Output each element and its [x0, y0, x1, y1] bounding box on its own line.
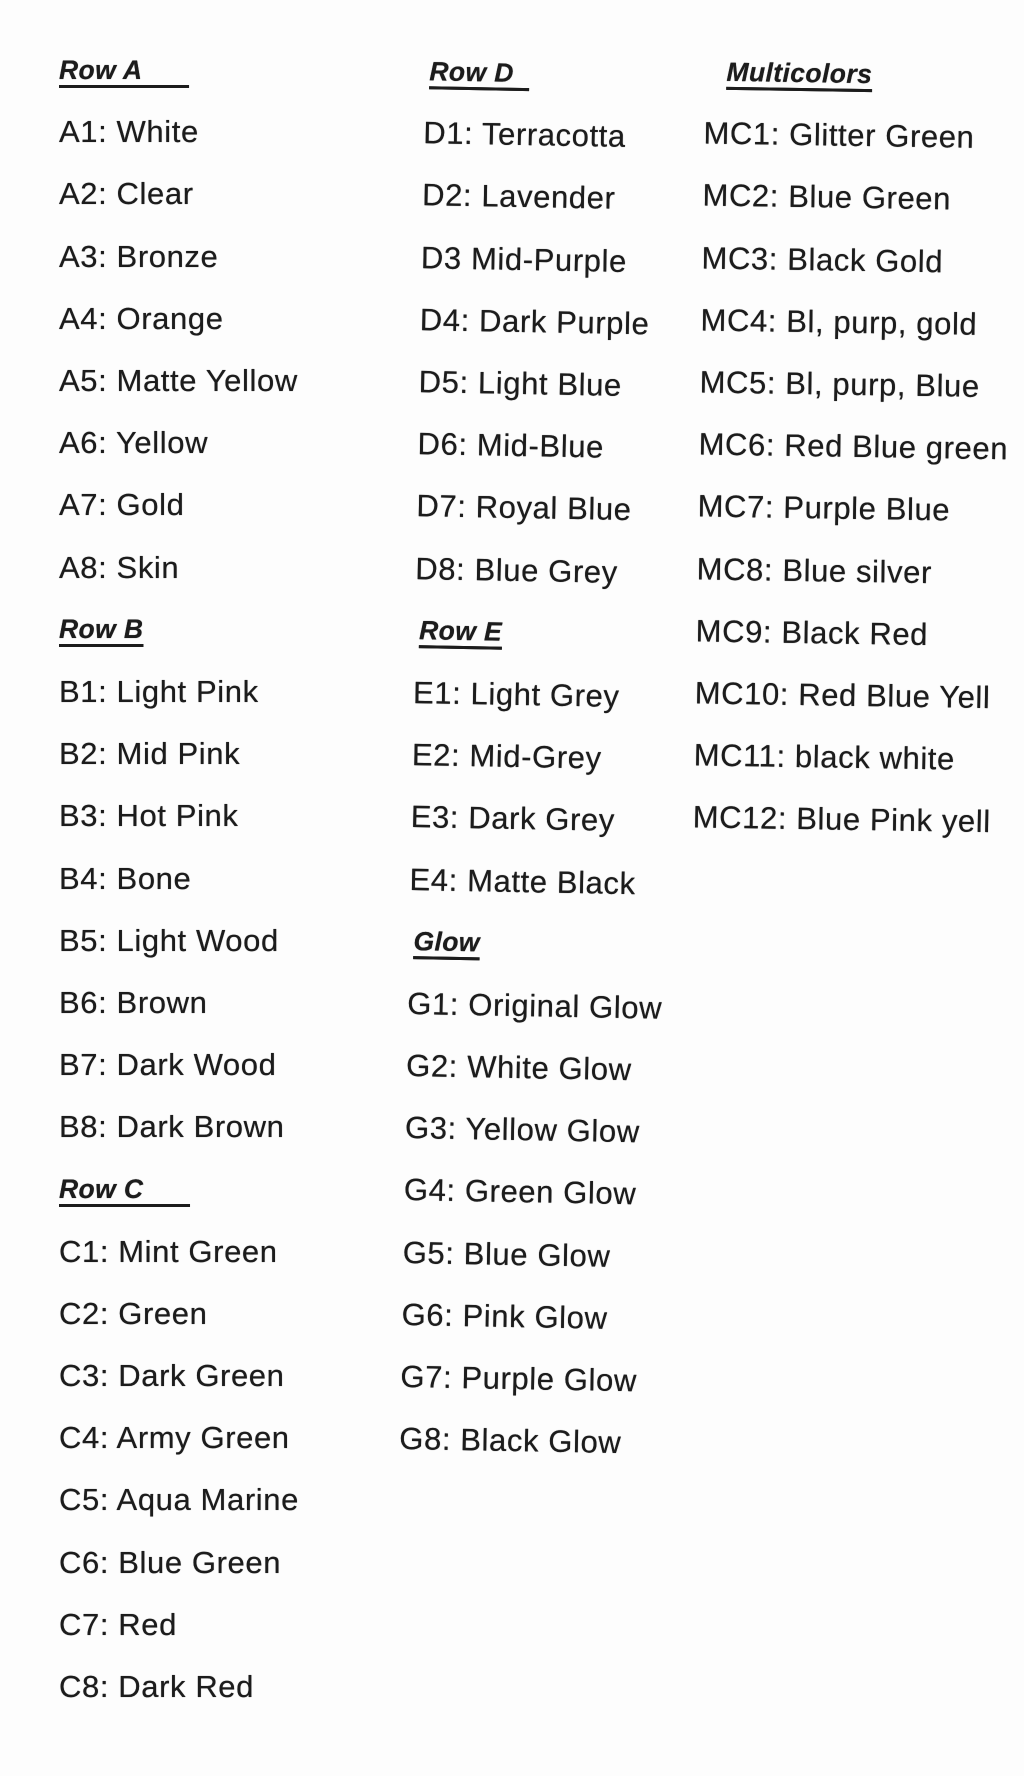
color-item-label: B3: Hot Pink — [59, 798, 239, 834]
color-item-label: C5: Aqua Marine — [59, 1482, 299, 1518]
color-item-label: A6: Yellow — [59, 425, 209, 461]
color-item — [50, 350, 362, 412]
color-item-label: MC10: Red Blue Yell — [694, 675, 991, 716]
section-header-label: Glow — [413, 926, 481, 958]
color-item-label: A5: Matte Yellow — [59, 363, 298, 399]
color-item — [50, 1594, 362, 1656]
section-header — [50, 1158, 362, 1220]
color-item-label: D3 Mid-Purple — [420, 239, 628, 279]
color-item-label: B4: Bone — [59, 860, 192, 896]
color-item — [602, 474, 1015, 543]
color-item-label: E1: Light Grey — [412, 675, 620, 714]
color-item-label: G1: Original Glow — [407, 985, 663, 1026]
color-item-label: B1: Light Pink — [59, 673, 259, 709]
color-item-label: MC7: Purple Blue — [697, 488, 951, 528]
section-header-label: Multicolors — [726, 56, 873, 89]
color-item-label: A1: White — [59, 114, 199, 150]
color-item — [50, 1469, 362, 1531]
color-item — [603, 412, 1016, 481]
color-item-label: D6: Mid-Blue — [417, 426, 605, 465]
color-item-label: C2: Green — [59, 1295, 208, 1331]
color-item-label: C7: Red — [59, 1606, 177, 1642]
color-item-label: C4: Army Green — [59, 1420, 290, 1456]
color-item-label: D7: Royal Blue — [416, 488, 632, 528]
color-item — [50, 163, 362, 225]
color-item — [50, 101, 362, 163]
color-item — [342, 972, 663, 1040]
color-item — [50, 972, 362, 1034]
color-item-label: MC5: Bl, purp, Blue — [699, 364, 981, 404]
color-item — [50, 661, 362, 723]
color-item — [598, 723, 1011, 792]
color-item-label: D4: Dark Purple — [419, 301, 650, 342]
color-item-label: MC6: Red Blue green — [698, 426, 1009, 467]
color-item-label: MC1: Glitter Green — [703, 115, 975, 156]
color-item — [50, 1096, 362, 1158]
color-item — [50, 1034, 362, 1096]
section-header — [343, 909, 656, 977]
color-item — [50, 1532, 362, 1594]
color-item — [50, 1656, 362, 1718]
color-item-label: G2: White Glow — [405, 1048, 632, 1088]
color-item-label: MC4: Bl, purp, gold — [700, 302, 978, 342]
color-item-label: A4: Orange — [59, 300, 224, 336]
color-item — [606, 226, 1019, 295]
color-item-label: B7: Dark Wood — [59, 1047, 277, 1083]
color-item — [50, 847, 362, 909]
color-item-label: D8: Blue Grey — [414, 550, 619, 590]
color-item-label: E3: Dark Grey — [410, 799, 616, 839]
color-item-label: G3: Yellow Glow — [404, 1110, 641, 1150]
color-item-label: C1: Mint Green — [59, 1233, 278, 1269]
column-rows-a-b-c — [50, 39, 362, 1718]
color-item-label: A3: Bronze — [59, 238, 219, 274]
section-header-label: Row D — [429, 55, 530, 88]
color-item — [341, 1034, 654, 1102]
color-item-label: G7: Purple Glow — [400, 1359, 638, 1399]
color-item-label: B5: Light Wood — [59, 922, 279, 958]
color-item-label: MC11: black white — [693, 737, 956, 777]
color-item — [50, 412, 362, 474]
section-header-label: Row C — [59, 1173, 191, 1204]
color-item-label: D2: Lavender — [421, 177, 616, 217]
color-item-label: MC9: Black Red — [695, 613, 929, 652]
color-item — [608, 101, 1021, 170]
color-item-label: B8: Dark Brown — [59, 1109, 285, 1145]
color-item — [334, 1407, 647, 1475]
color-item-label: MC2: Blue Green — [702, 177, 952, 217]
section-header-label: Row E — [418, 615, 503, 647]
column-multicolors — [597, 39, 1022, 854]
color-item — [344, 847, 657, 915]
color-item — [600, 599, 1013, 668]
color-item-label: G5: Blue Glow — [402, 1234, 611, 1274]
color-item — [50, 785, 362, 847]
section-header — [609, 39, 1022, 108]
color-item-label: C6: Blue Green — [59, 1544, 282, 1580]
color-item — [604, 350, 1017, 419]
color-item — [50, 1283, 362, 1345]
color-item — [339, 1096, 652, 1164]
color-item — [50, 1345, 362, 1407]
color-item-label: A2: Clear — [59, 176, 194, 212]
color-item-label: MC3: Black Gold — [701, 240, 944, 279]
color-item — [50, 537, 362, 599]
color-item — [337, 1220, 650, 1288]
color-item — [50, 226, 362, 288]
color-item — [50, 288, 362, 350]
color-item-label: B2: Mid Pink — [59, 736, 241, 772]
color-item — [338, 1158, 651, 1226]
color-item-label: E2: Mid-Grey — [411, 737, 602, 776]
color-item — [599, 661, 1012, 730]
color-item-label: MC8: Blue silver — [696, 551, 933, 590]
section-header-label: Row B — [59, 614, 144, 645]
color-item — [607, 163, 1020, 232]
color-item-label: G8: Black Glow — [399, 1421, 622, 1461]
color-item — [336, 1283, 649, 1351]
color-item — [50, 1221, 362, 1283]
color-item — [605, 288, 1018, 357]
color-item — [601, 536, 1014, 605]
color-item-label: C8: Dark Red — [59, 1668, 254, 1704]
color-item — [50, 1407, 362, 1469]
section-header — [50, 39, 362, 101]
color-item — [597, 785, 1010, 854]
color-item — [335, 1345, 648, 1413]
color-item-label: G6: Pink Glow — [401, 1296, 608, 1336]
color-item-label: MC12: Blue Pink yell — [692, 799, 992, 840]
color-item-label: G4: Green Glow — [403, 1172, 637, 1212]
section-header — [50, 599, 362, 661]
color-item-label: E4: Matte Black — [409, 861, 636, 901]
color-item — [50, 723, 362, 785]
color-item-label: D1: Terracotta — [422, 115, 627, 155]
color-item-label: A7: Gold — [59, 487, 185, 523]
color-item-label: B6: Brown — [59, 984, 208, 1020]
color-item-label: C3: Dark Green — [59, 1358, 285, 1394]
color-item-label: D5: Light Blue — [418, 364, 623, 403]
color-item-label: A8: Skin — [59, 549, 180, 585]
section-header-label: Row A — [59, 54, 190, 85]
color-item — [50, 910, 362, 972]
color-item — [50, 474, 362, 536]
